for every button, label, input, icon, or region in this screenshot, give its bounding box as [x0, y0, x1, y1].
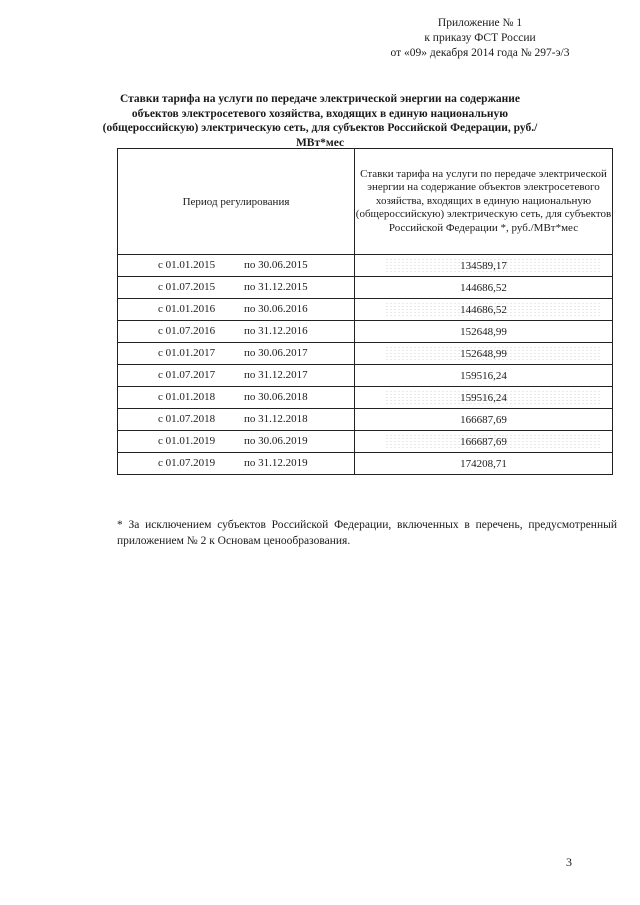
- order-reference: к приказу ФСТ России: [424, 32, 536, 44]
- period-start: с 01.07.2017: [158, 369, 216, 381]
- table-row: [118, 321, 613, 343]
- period-end: по 31.12.2019: [244, 457, 308, 469]
- rate-value: 174208,71: [460, 457, 507, 470]
- period-cell: [118, 453, 355, 475]
- rate-cell: [355, 343, 613, 365]
- table-row: [118, 299, 613, 321]
- table-row: [118, 343, 613, 365]
- order-date-number: от «09» декабря 2014 года № 297-э/3: [390, 47, 570, 59]
- table-row: [118, 277, 613, 299]
- period-end: по 31.12.2015: [244, 281, 308, 293]
- page-number: 3: [566, 855, 572, 869]
- table-row: [118, 453, 613, 475]
- table-header-row: [118, 149, 613, 255]
- column-header-rate: Ставки тарифа на услуги по передаче электрической энергии на содержание объектов электросетевого хозяйства, входящих в единую национальную (общероссийскую) электрическую сеть, для субъектов Российской Федерации *, руб./МВт*мес: [355, 149, 613, 255]
- rate-cell: [355, 431, 613, 453]
- rate-value: 144686,52: [460, 281, 507, 294]
- period-start: с 01.07.2016: [158, 325, 216, 337]
- period-start: с 01.01.2015: [158, 259, 216, 271]
- period-cell: [118, 431, 355, 453]
- period-end: по 30.06.2016: [244, 303, 308, 315]
- rate-cell: [355, 409, 613, 431]
- period-end: по 30.06.2015: [244, 259, 308, 271]
- period-cell: [118, 365, 355, 387]
- rate-cell: [355, 365, 613, 387]
- period-cell: [118, 409, 355, 431]
- document-title: Ставки тарифа на услуги по передаче электрической энергии на содержание объектов электросетевого хозяйства, входящих в единую национальную (общероссийскую) электрическую сеть, для субъектов Российской Федерации, руб./МВт*мес: [102, 93, 538, 149]
- period-end: по 31.12.2017: [244, 369, 308, 381]
- table-row: [118, 365, 613, 387]
- table-row: [118, 255, 613, 277]
- period-start: с 01.07.2018: [158, 413, 216, 425]
- period-cell: [118, 277, 355, 299]
- rate-cell: [355, 321, 613, 343]
- period-cell: [118, 321, 355, 343]
- footnote: * За исключением субъектов Российской Федерации, включенных в перечень, предусмотренный приложением № 2 к Основам ценообразования.: [117, 519, 617, 547]
- table-row: [118, 431, 613, 453]
- rate-value: 166687,69: [460, 435, 507, 448]
- rate-value: 152648,99: [460, 347, 507, 360]
- period-end: по 30.06.2019: [244, 435, 308, 447]
- period-cell: [118, 299, 355, 321]
- rate-value: 144686,52: [460, 303, 507, 316]
- rate-cell: [355, 277, 613, 299]
- rate-cell: [355, 299, 613, 321]
- period-end: по 31.12.2018: [244, 413, 308, 425]
- period-start: с 01.01.2019: [158, 435, 216, 447]
- period-start: с 01.01.2016: [158, 303, 216, 315]
- rate-value: 159516,24: [460, 369, 507, 382]
- table-row: [118, 387, 613, 409]
- period-cell: [118, 255, 355, 277]
- rate-value: 134589,17: [460, 259, 507, 272]
- table-row: [118, 409, 613, 431]
- table-body: [118, 255, 613, 475]
- period-end: по 30.06.2017: [244, 347, 308, 359]
- period-start: с 01.07.2019: [158, 457, 216, 469]
- tariff-table: [117, 148, 613, 475]
- period-cell: [118, 343, 355, 365]
- period-end: по 31.12.2016: [244, 325, 308, 337]
- appendix-header: [360, 16, 600, 61]
- period-end: по 30.06.2018: [244, 391, 308, 403]
- rate-value: 152648,99: [460, 325, 507, 338]
- column-header-period: Период регулирования: [118, 149, 355, 255]
- appendix-label: Приложение № 1: [437, 17, 523, 29]
- rate-value: 166687,69: [460, 413, 507, 426]
- period-start: с 01.07.2015: [158, 281, 216, 293]
- period-start: с 01.01.2018: [158, 391, 216, 403]
- period-start: с 01.01.2017: [158, 347, 216, 359]
- rate-value: 159516,24: [460, 391, 507, 404]
- rate-cell: [355, 387, 613, 409]
- period-cell: [118, 387, 355, 409]
- rate-cell: [355, 255, 613, 277]
- rate-cell: [355, 453, 613, 475]
